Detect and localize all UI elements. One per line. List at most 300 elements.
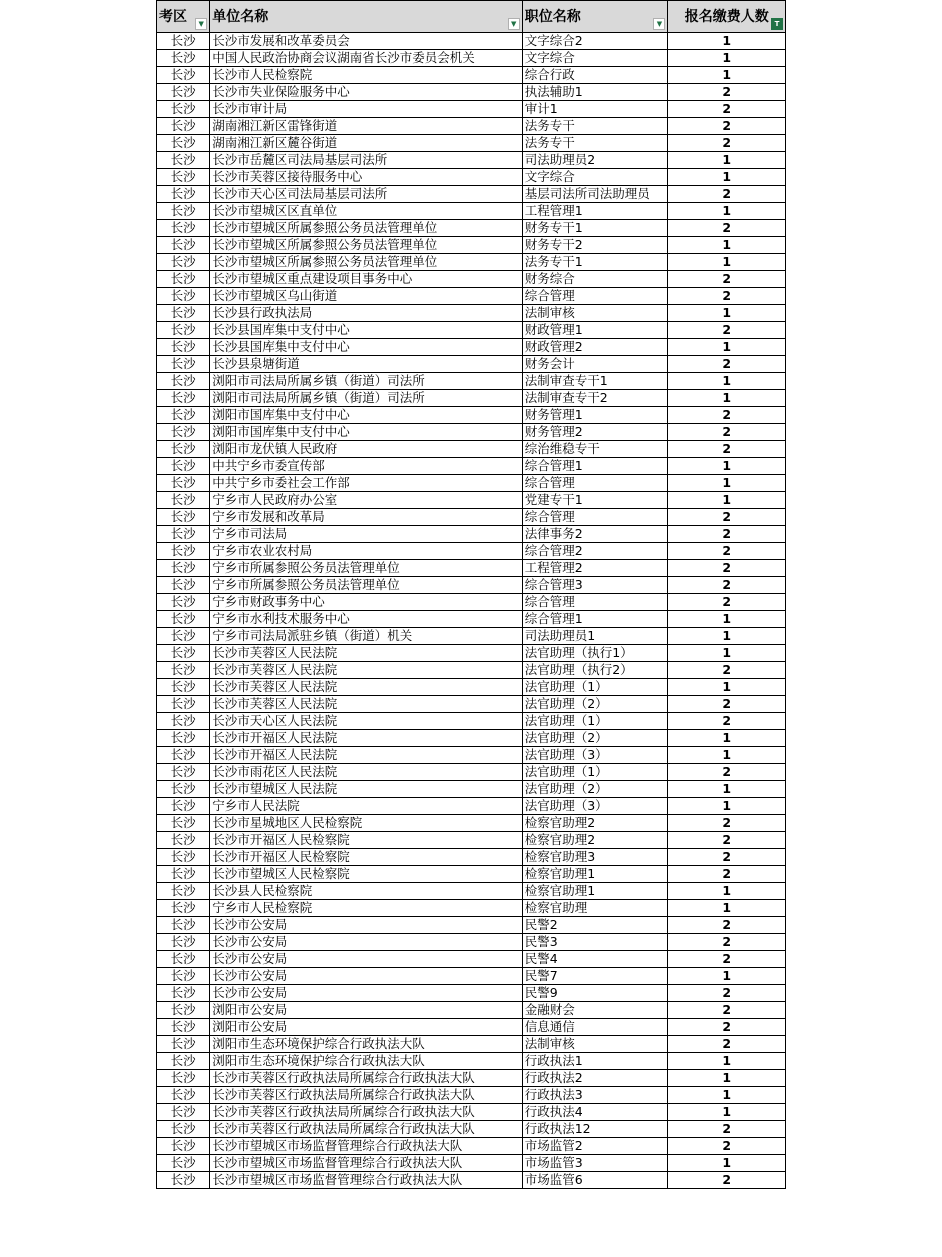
cell-exam-area[interactable]: 长沙: [157, 458, 210, 475]
cell-registered-count[interactable]: 2: [668, 594, 786, 611]
cell-exam-area[interactable]: 长沙: [157, 169, 210, 186]
cell-position-name[interactable]: 法官助理（执行1）: [522, 645, 668, 662]
cell-exam-area[interactable]: 长沙: [157, 645, 210, 662]
cell-unit-name[interactable]: 湖南湘江新区麓谷街道: [210, 135, 522, 152]
cell-position-name[interactable]: 法官助理（2）: [522, 696, 668, 713]
cell-position-name[interactable]: 财务管理2: [522, 424, 668, 441]
cell-exam-area[interactable]: 长沙: [157, 832, 210, 849]
cell-exam-area[interactable]: 长沙: [157, 577, 210, 594]
cell-registered-count[interactable]: 2: [668, 934, 786, 951]
filter-dropdown-icon[interactable]: ▼: [195, 18, 207, 30]
cell-position-name[interactable]: 法官助理（1）: [522, 764, 668, 781]
cell-position-name[interactable]: 文字综合: [522, 169, 668, 186]
cell-registered-count[interactable]: 1: [668, 730, 786, 747]
cell-exam-area[interactable]: 长沙: [157, 849, 210, 866]
cell-position-name[interactable]: 审计1: [522, 101, 668, 118]
cell-position-name[interactable]: 检察官助理: [522, 900, 668, 917]
table-row: [157, 424, 786, 441]
cell-unit-name[interactable]: 长沙市天心区司法局基层司法所: [210, 186, 522, 203]
cell-exam-area[interactable]: 长沙: [157, 968, 210, 985]
cell-registered-count[interactable]: 1: [668, 883, 786, 900]
cell-unit-name[interactable]: 浏阳市国库集中支付中心: [210, 407, 522, 424]
cell-registered-count[interactable]: 2: [668, 271, 786, 288]
cell-position-name[interactable]: 司法助理员1: [522, 628, 668, 645]
cell-unit-name[interactable]: 长沙市望城区乌山街道: [210, 288, 522, 305]
cell-registered-count[interactable]: 1: [668, 50, 786, 67]
cell-registered-count[interactable]: 1: [668, 798, 786, 815]
cell-exam-area[interactable]: 长沙: [157, 764, 210, 781]
cell-position-name[interactable]: 工程管理1: [522, 203, 668, 220]
cell-unit-name[interactable]: 长沙市望城区市场监督管理综合行政执法大队: [210, 1155, 522, 1172]
cell-position-name[interactable]: 检察官助理1: [522, 866, 668, 883]
cell-position-name[interactable]: 行政执法12: [522, 1121, 668, 1138]
cell-registered-count[interactable]: 1: [668, 679, 786, 696]
cell-position-name[interactable]: 市场监管2: [522, 1138, 668, 1155]
cell-exam-area[interactable]: 长沙: [157, 441, 210, 458]
cell-position-name[interactable]: 综合管理1: [522, 458, 668, 475]
cell-exam-area[interactable]: 长沙: [157, 237, 210, 254]
cell-registered-count[interactable]: 1: [668, 254, 786, 271]
cell-registered-count[interactable]: 1: [668, 390, 786, 407]
cell-exam-area[interactable]: 长沙: [157, 254, 210, 271]
cell-position-name[interactable]: 财政管理2: [522, 339, 668, 356]
cell-unit-name[interactable]: 长沙市芙蓉区接待服务中心: [210, 169, 522, 186]
cell-exam-area[interactable]: 长沙: [157, 1155, 210, 1172]
cell-exam-area[interactable]: 长沙: [157, 220, 210, 237]
cell-unit-name[interactable]: 长沙市开福区人民法院: [210, 747, 522, 764]
cell-unit-name[interactable]: 长沙市望城区所属参照公务员法管理单位: [210, 254, 522, 271]
cell-position-name[interactable]: 法官助理（2）: [522, 730, 668, 747]
cell-exam-area[interactable]: 长沙: [157, 322, 210, 339]
cell-unit-name[interactable]: 浏阳市司法局所属乡镇（街道）司法所: [210, 390, 522, 407]
cell-unit-name[interactable]: 长沙市芙蓉区行政执法局所属综合行政执法大队: [210, 1104, 522, 1121]
cell-unit-name[interactable]: 宁乡市司法局派驻乡镇（街道）机关: [210, 628, 522, 645]
cell-unit-name[interactable]: 长沙市公安局: [210, 951, 522, 968]
cell-exam-area[interactable]: 长沙: [157, 1121, 210, 1138]
cell-unit-name[interactable]: 长沙市望城区所属参照公务员法管理单位: [210, 237, 522, 254]
cell-position-name[interactable]: 法制审查专干1: [522, 373, 668, 390]
cell-registered-count[interactable]: 2: [668, 288, 786, 305]
cell-exam-area[interactable]: 长沙: [157, 815, 210, 832]
table-row: [157, 458, 786, 475]
cell-exam-area[interactable]: 长沙: [157, 628, 210, 645]
cell-exam-area[interactable]: 长沙: [157, 271, 210, 288]
cell-position-name[interactable]: 行政执法1: [522, 1053, 668, 1070]
table-row: [157, 220, 786, 237]
cell-exam-area[interactable]: 长沙: [157, 560, 210, 577]
cell-exam-area[interactable]: 长沙: [157, 662, 210, 679]
cell-unit-name[interactable]: 长沙市公安局: [210, 985, 522, 1002]
cell-position-name[interactable]: 文字综合2: [522, 33, 668, 50]
cell-unit-name[interactable]: 长沙市芙蓉区行政执法局所属综合行政执法大队: [210, 1087, 522, 1104]
cell-unit-name[interactable]: 长沙市开福区人民法院: [210, 730, 522, 747]
cell-registered-count[interactable]: 1: [668, 169, 786, 186]
cell-exam-area[interactable]: 长沙: [157, 1070, 210, 1087]
cell-unit-name[interactable]: 浏阳市公安局: [210, 1019, 522, 1036]
cell-exam-area[interactable]: 长沙: [157, 84, 210, 101]
cell-registered-count[interactable]: 1: [668, 458, 786, 475]
cell-unit-name[interactable]: 浏阳市国库集中支付中心: [210, 424, 522, 441]
cell-unit-name[interactable]: 长沙市公安局: [210, 934, 522, 951]
cell-exam-area[interactable]: 长沙: [157, 33, 210, 50]
cell-unit-name[interactable]: 长沙市望城区所属参照公务员法管理单位: [210, 220, 522, 237]
cell-registered-count[interactable]: 2: [668, 407, 786, 424]
cell-exam-area[interactable]: 长沙: [157, 67, 210, 84]
cell-exam-area[interactable]: 长沙: [157, 1104, 210, 1121]
cell-registered-count[interactable]: 2: [668, 1002, 786, 1019]
cell-position-name[interactable]: 行政执法3: [522, 1087, 668, 1104]
cell-registered-count[interactable]: 2: [668, 696, 786, 713]
cell-unit-name[interactable]: 中共宁乡市委社会工作部: [210, 475, 522, 492]
table-row: [157, 1019, 786, 1036]
cell-unit-name[interactable]: 长沙市芙蓉区人民法院: [210, 696, 522, 713]
table-row: [157, 509, 786, 526]
cell-exam-area[interactable]: 长沙: [157, 543, 210, 560]
cell-unit-name[interactable]: 长沙市公安局: [210, 917, 522, 934]
cell-exam-area[interactable]: 长沙: [157, 118, 210, 135]
cell-registered-count[interactable]: 2: [668, 220, 786, 237]
header-unit-name[interactable]: [210, 1, 522, 33]
cell-unit-name[interactable]: 宁乡市财政事务中心: [210, 594, 522, 611]
cell-position-name[interactable]: 综合管理: [522, 509, 668, 526]
cell-unit-name[interactable]: 长沙市望城区区直单位: [210, 203, 522, 220]
cell-exam-area[interactable]: 长沙: [157, 900, 210, 917]
cell-unit-name[interactable]: 长沙市星城地区人民检察院: [210, 815, 522, 832]
cell-position-name[interactable]: 金融财会: [522, 1002, 668, 1019]
cell-exam-area[interactable]: 长沙: [157, 135, 210, 152]
table-row: [157, 322, 786, 339]
table-row: [157, 271, 786, 288]
cell-position-name[interactable]: 党建专干1: [522, 492, 668, 509]
cell-exam-area[interactable]: 长沙: [157, 985, 210, 1002]
cell-registered-count[interactable]: 2: [668, 84, 786, 101]
cell-unit-name[interactable]: 长沙市审计局: [210, 101, 522, 118]
cell-position-name[interactable]: 民警3: [522, 934, 668, 951]
cell-exam-area[interactable]: 长沙: [157, 509, 210, 526]
cell-registered-count[interactable]: 2: [668, 135, 786, 152]
cell-registered-count[interactable]: 2: [668, 1121, 786, 1138]
cell-exam-area[interactable]: 长沙: [157, 917, 210, 934]
cell-registered-count[interactable]: 2: [668, 441, 786, 458]
cell-registered-count[interactable]: 2: [668, 1036, 786, 1053]
cell-registered-count[interactable]: 1: [668, 237, 786, 254]
cell-position-name[interactable]: 法务专干: [522, 135, 668, 152]
cell-position-name[interactable]: 财务专干2: [522, 237, 668, 254]
cell-registered-count[interactable]: 2: [668, 985, 786, 1002]
cell-exam-area[interactable]: 长沙: [157, 152, 210, 169]
cell-position-name[interactable]: 文字综合: [522, 50, 668, 67]
cell-registered-count[interactable]: 2: [668, 917, 786, 934]
cell-position-name[interactable]: 法务专干1: [522, 254, 668, 271]
cell-position-name[interactable]: 检察官助理1: [522, 883, 668, 900]
cell-exam-area[interactable]: 长沙: [157, 50, 210, 67]
cell-exam-area[interactable]: 长沙: [157, 305, 210, 322]
cell-registered-count[interactable]: 2: [668, 662, 786, 679]
cell-position-name[interactable]: 检察官助理2: [522, 832, 668, 849]
cell-registered-count[interactable]: 1: [668, 203, 786, 220]
cell-position-name[interactable]: 综合行政: [522, 67, 668, 84]
cell-registered-count[interactable]: 2: [668, 577, 786, 594]
cell-unit-name[interactable]: 浏阳市公安局: [210, 1002, 522, 1019]
cell-exam-area[interactable]: 长沙: [157, 390, 210, 407]
cell-registered-count[interactable]: 1: [668, 781, 786, 798]
cell-registered-count[interactable]: 2: [668, 764, 786, 781]
cell-registered-count[interactable]: 1: [668, 628, 786, 645]
cell-unit-name[interactable]: 长沙市望城区重点建设项目事务中心: [210, 271, 522, 288]
cell-registered-count[interactable]: 1: [668, 900, 786, 917]
cell-exam-area[interactable]: 长沙: [157, 713, 210, 730]
cell-registered-count[interactable]: 2: [668, 849, 786, 866]
cell-unit-name[interactable]: 宁乡市农业农村局: [210, 543, 522, 560]
cell-position-name[interactable]: 财务综合: [522, 271, 668, 288]
cell-position-name[interactable]: 民警9: [522, 985, 668, 1002]
cell-registered-count[interactable]: 1: [668, 305, 786, 322]
cell-exam-area[interactable]: 长沙: [157, 424, 210, 441]
cell-exam-area[interactable]: 长沙: [157, 339, 210, 356]
cell-exam-area[interactable]: 长沙: [157, 475, 210, 492]
cell-exam-area[interactable]: 长沙: [157, 1036, 210, 1053]
table-row: [157, 832, 786, 849]
cell-position-name[interactable]: 法制审核: [522, 305, 668, 322]
cell-unit-name[interactable]: 宁乡市水利技术服务中心: [210, 611, 522, 628]
cell-unit-name[interactable]: 长沙市人民检察院: [210, 67, 522, 84]
cell-unit-name[interactable]: 宁乡市人民政府办公室: [210, 492, 522, 509]
cell-exam-area[interactable]: 长沙: [157, 1019, 210, 1036]
cell-exam-area[interactable]: 长沙: [157, 696, 210, 713]
cell-unit-name[interactable]: 长沙市望城区人民法院: [210, 781, 522, 798]
cell-unit-name[interactable]: 宁乡市所属参照公务员法管理单位: [210, 577, 522, 594]
cell-unit-name[interactable]: 长沙市雨花区人民法院: [210, 764, 522, 781]
cell-registered-count[interactable]: 1: [668, 1087, 786, 1104]
cell-registered-count[interactable]: 2: [668, 356, 786, 373]
cell-registered-count[interactable]: 2: [668, 101, 786, 118]
cell-exam-area[interactable]: 长沙: [157, 526, 210, 543]
cell-exam-area[interactable]: 长沙: [157, 1002, 210, 1019]
cell-registered-count[interactable]: 1: [668, 33, 786, 50]
cell-position-name[interactable]: 综合管理2: [522, 543, 668, 560]
cell-exam-area[interactable]: 长沙: [157, 781, 210, 798]
filter-active-icon[interactable]: T: [771, 18, 783, 30]
cell-position-name[interactable]: 综合管理: [522, 475, 668, 492]
cell-unit-name[interactable]: 长沙县泉塘街道: [210, 356, 522, 373]
cell-position-name[interactable]: 财务会计: [522, 356, 668, 373]
cell-position-name[interactable]: 行政执法2: [522, 1070, 668, 1087]
cell-unit-name[interactable]: 长沙市开福区人民检察院: [210, 832, 522, 849]
cell-position-name[interactable]: 法制审核: [522, 1036, 668, 1053]
cell-exam-area[interactable]: 长沙: [157, 747, 210, 764]
cell-registered-count[interactable]: 1: [668, 339, 786, 356]
table-row: [157, 764, 786, 781]
cell-exam-area[interactable]: 长沙: [157, 611, 210, 628]
cell-position-name[interactable]: 法官助理（1）: [522, 713, 668, 730]
cell-unit-name[interactable]: 长沙县人民检察院: [210, 883, 522, 900]
table-row: [157, 849, 786, 866]
cell-position-name[interactable]: 法官助理（1）: [522, 679, 668, 696]
cell-position-name[interactable]: 综治维稳专干: [522, 441, 668, 458]
cell-exam-area[interactable]: 长沙: [157, 1172, 210, 1189]
cell-unit-name[interactable]: 长沙市望城区市场监督管理综合行政执法大队: [210, 1138, 522, 1155]
cell-unit-name[interactable]: 宁乡市发展和改革局: [210, 509, 522, 526]
cell-registered-count[interactable]: 1: [668, 968, 786, 985]
cell-position-name[interactable]: 执法辅助1: [522, 84, 668, 101]
table-row: [157, 628, 786, 645]
cell-unit-name[interactable]: 宁乡市人民检察院: [210, 900, 522, 917]
cell-position-name[interactable]: 法制审查专干2: [522, 390, 668, 407]
cell-position-name[interactable]: 综合管理3: [522, 577, 668, 594]
cell-position-name[interactable]: 市场监管6: [522, 1172, 668, 1189]
cell-exam-area[interactable]: 长沙: [157, 730, 210, 747]
cell-position-name[interactable]: 民警7: [522, 968, 668, 985]
cell-exam-area[interactable]: 长沙: [157, 356, 210, 373]
cell-position-name[interactable]: 综合管理: [522, 288, 668, 305]
cell-unit-name[interactable]: 长沙市芙蓉区人民法院: [210, 662, 522, 679]
cell-position-name[interactable]: 财政管理1: [522, 322, 668, 339]
cell-position-name[interactable]: 行政执法4: [522, 1104, 668, 1121]
cell-registered-count[interactable]: 1: [668, 645, 786, 662]
cell-position-name[interactable]: 财务专干1: [522, 220, 668, 237]
cell-registered-count[interactable]: 1: [668, 1155, 786, 1172]
cell-registered-count[interactable]: 1: [668, 1104, 786, 1121]
cell-position-name[interactable]: 法官助理（3）: [522, 798, 668, 815]
cell-registered-count[interactable]: 2: [668, 509, 786, 526]
cell-position-name[interactable]: 综合管理1: [522, 611, 668, 628]
cell-exam-area[interactable]: 长沙: [157, 866, 210, 883]
cell-registered-count[interactable]: 2: [668, 322, 786, 339]
cell-unit-name[interactable]: 长沙市望城区市场监督管理综合行政执法大队: [210, 1172, 522, 1189]
cell-exam-area[interactable]: 长沙: [157, 883, 210, 900]
cell-exam-area[interactable]: 长沙: [157, 594, 210, 611]
cell-unit-name[interactable]: 湖南湘江新区雷锋街道: [210, 118, 522, 135]
cell-exam-area[interactable]: 长沙: [157, 951, 210, 968]
cell-exam-area[interactable]: 长沙: [157, 1138, 210, 1155]
cell-unit-name[interactable]: 长沙市芙蓉区行政执法局所属综合行政执法大队: [210, 1070, 522, 1087]
cell-position-name[interactable]: 法官助理（3）: [522, 747, 668, 764]
cell-unit-name[interactable]: 宁乡市人民法院: [210, 798, 522, 815]
header-position-name[interactable]: [522, 1, 668, 33]
table-row: [157, 475, 786, 492]
cell-registered-count[interactable]: 2: [668, 1138, 786, 1155]
cell-registered-count[interactable]: 2: [668, 186, 786, 203]
cell-registered-count[interactable]: 2: [668, 560, 786, 577]
cell-registered-count[interactable]: 2: [668, 815, 786, 832]
cell-exam-area[interactable]: 长沙: [157, 186, 210, 203]
cell-unit-name[interactable]: 长沙市开福区人民检察院: [210, 849, 522, 866]
cell-registered-count[interactable]: 1: [668, 1053, 786, 1070]
cell-position-name[interactable]: 工程管理2: [522, 560, 668, 577]
cell-position-name[interactable]: 检察官助理2: [522, 815, 668, 832]
cell-unit-name[interactable]: 长沙市芙蓉区行政执法局所属综合行政执法大队: [210, 1121, 522, 1138]
cell-unit-name[interactable]: 长沙县行政执法局: [210, 305, 522, 322]
cell-exam-area[interactable]: 长沙: [157, 492, 210, 509]
cell-unit-name[interactable]: 长沙县国库集中支付中心: [210, 339, 522, 356]
cell-position-name[interactable]: 民警4: [522, 951, 668, 968]
spreadsheet-table: [156, 0, 786, 1189]
cell-position-name[interactable]: 检察官助理3: [522, 849, 668, 866]
cell-exam-area[interactable]: 长沙: [157, 407, 210, 424]
cell-unit-name[interactable]: 长沙市公安局: [210, 968, 522, 985]
cell-position-name[interactable]: 法官助理（执行2）: [522, 662, 668, 679]
cell-unit-name[interactable]: 长沙市望城区人民检察院: [210, 866, 522, 883]
cell-unit-name[interactable]: 浏阳市生态环境保护综合行政执法大队: [210, 1036, 522, 1053]
cell-exam-area[interactable]: 长沙: [157, 934, 210, 951]
cell-registered-count[interactable]: 2: [668, 1019, 786, 1036]
cell-unit-name[interactable]: 长沙市失业保险服务中心: [210, 84, 522, 101]
cell-registered-count[interactable]: 2: [668, 832, 786, 849]
cell-unit-name[interactable]: 长沙市芙蓉区人民法院: [210, 679, 522, 696]
cell-exam-area[interactable]: 长沙: [157, 1087, 210, 1104]
filter-dropdown-icon[interactable]: ▼: [508, 18, 520, 30]
cell-registered-count[interactable]: 2: [668, 526, 786, 543]
header-exam-area[interactable]: [157, 1, 210, 33]
cell-unit-name[interactable]: 长沙市天心区人民法院: [210, 713, 522, 730]
table-row: [157, 492, 786, 509]
header-registered-count[interactable]: [668, 1, 786, 33]
cell-registered-count[interactable]: 1: [668, 492, 786, 509]
cell-position-name[interactable]: 法律事务2: [522, 526, 668, 543]
cell-registered-count[interactable]: 1: [668, 67, 786, 84]
cell-unit-name[interactable]: 中共宁乡市委宣传部: [210, 458, 522, 475]
cell-position-name[interactable]: 司法助理员2: [522, 152, 668, 169]
cell-position-name[interactable]: 综合管理: [522, 594, 668, 611]
cell-position-name[interactable]: 法务专干: [522, 118, 668, 135]
cell-unit-name[interactable]: 宁乡市所属参照公务员法管理单位: [210, 560, 522, 577]
cell-position-name[interactable]: 信息通信: [522, 1019, 668, 1036]
cell-registered-count[interactable]: 2: [668, 866, 786, 883]
cell-position-name[interactable]: 法官助理（2）: [522, 781, 668, 798]
cell-registered-count[interactable]: 2: [668, 713, 786, 730]
table-row: [157, 1053, 786, 1070]
cell-registered-count[interactable]: 1: [668, 152, 786, 169]
cell-registered-count[interactable]: 1: [668, 747, 786, 764]
cell-exam-area[interactable]: 长沙: [157, 373, 210, 390]
cell-registered-count[interactable]: 2: [668, 424, 786, 441]
cell-registered-count[interactable]: 1: [668, 1070, 786, 1087]
cell-registered-count[interactable]: 1: [668, 475, 786, 492]
cell-exam-area[interactable]: 长沙: [157, 101, 210, 118]
cell-unit-name[interactable]: 长沙市发展和改革委员会: [210, 33, 522, 50]
cell-unit-name[interactable]: 长沙市芙蓉区人民法院: [210, 645, 522, 662]
cell-position-name[interactable]: 市场监管3: [522, 1155, 668, 1172]
cell-exam-area[interactable]: 长沙: [157, 203, 210, 220]
cell-unit-name[interactable]: 宁乡市司法局: [210, 526, 522, 543]
cell-unit-name[interactable]: 中国人民政治协商会议湖南省长沙市委员会机关: [210, 50, 522, 67]
cell-position-name[interactable]: 财务管理1: [522, 407, 668, 424]
cell-unit-name[interactable]: 长沙县国库集中支付中心: [210, 322, 522, 339]
table-row: [157, 1087, 786, 1104]
cell-unit-name[interactable]: 浏阳市龙伏镇人民政府: [210, 441, 522, 458]
cell-unit-name[interactable]: 浏阳市司法局所属乡镇（街道）司法所: [210, 373, 522, 390]
table-row: [157, 781, 786, 798]
cell-registered-count[interactable]: 2: [668, 118, 786, 135]
cell-registered-count[interactable]: 1: [668, 611, 786, 628]
cell-unit-name[interactable]: 长沙市岳麓区司法局基层司法所: [210, 152, 522, 169]
cell-exam-area[interactable]: 长沙: [157, 798, 210, 815]
table-row: [157, 1002, 786, 1019]
cell-exam-area[interactable]: 长沙: [157, 288, 210, 305]
cell-registered-count[interactable]: 2: [668, 1172, 786, 1189]
cell-exam-area[interactable]: 长沙: [157, 679, 210, 696]
cell-position-name[interactable]: 民警2: [522, 917, 668, 934]
cell-position-name[interactable]: 基层司法所司法助理员: [522, 186, 668, 203]
header-row: [157, 1, 786, 33]
cell-exam-area[interactable]: 长沙: [157, 1053, 210, 1070]
cell-unit-name[interactable]: 浏阳市生态环境保护综合行政执法大队: [210, 1053, 522, 1070]
filter-dropdown-icon[interactable]: ▼: [653, 18, 665, 30]
cell-registered-count[interactable]: 2: [668, 543, 786, 560]
cell-registered-count[interactable]: 1: [668, 373, 786, 390]
cell-registered-count[interactable]: 2: [668, 951, 786, 968]
table-row: [157, 390, 786, 407]
